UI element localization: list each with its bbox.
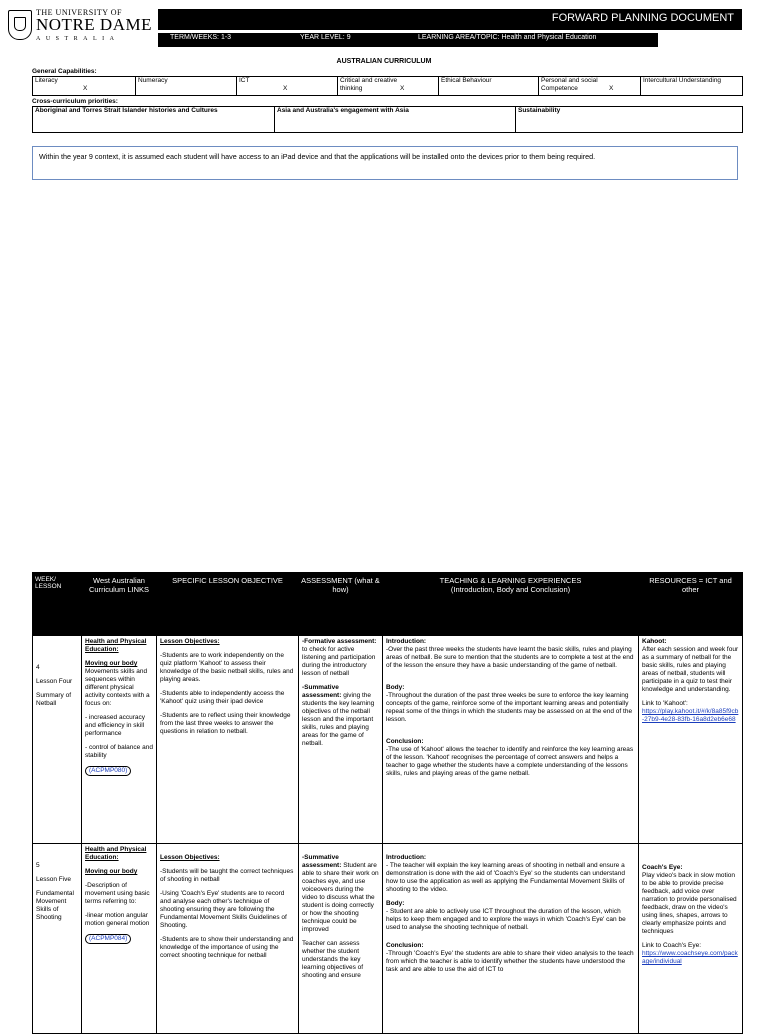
coachseye-link[interactable]: https://www.coachseye.com/package/individual (642, 950, 738, 965)
capability-literacy: Literacy X (33, 77, 136, 96)
priority-asia: Asia and Australia's engagement with Asia (275, 107, 516, 133)
header-objective: SPECIFIC LESSON OBJECTIVE (157, 573, 299, 636)
crest-icon (8, 10, 32, 40)
logo-line-2: NOTRE DAME (36, 15, 152, 34)
logo-line-1: THE UNIVERSITY OF (36, 8, 122, 17)
general-capabilities-label: General Capabilities: (32, 68, 97, 75)
capability-intercultural: Intercultural Understanding (641, 77, 743, 96)
header-teaching: TEACHING & LEARNING EXPERIENCES (Introduction, Body and Conclusion) (383, 573, 639, 636)
objective-cell: Lesson Objectives: -Students will be taught the correct techniques of shooting in netball -Using 'Coach's Eye' students are to record and analyse each other's technique of shooting ensuring they are following the Fundamental Movement Skills Guidelines of Shooting. -Students are to show their understanding and knowledge of the importance of using the correct shooting technique for netball (157, 844, 299, 1034)
capability-ict: ICT X (237, 77, 338, 96)
assessment-cell: -Summative assessment: Student are able to share their work on coaches eye, and use voiceovers during the video to discuss what the student is doing correctly or how the shooting technique could be improved Teacher can assess whether the student understands the key learning objectives of shooting and ensure (299, 844, 383, 1034)
header-assessment: ASSESSMENT (what & how) (299, 573, 383, 636)
teaching-cell: Introduction: - The teacher will explain the key learning areas of shooting in netball and ensure a demonstration is done with the aid of 'Coach's Eye' so the students can understand how to use the application as well as applying the Fundamental Movement Skills of shooting to the video. Body: - Student are able to actively use ICT throughout the duration of the lesson, which helps to keep them engaged and to explore the ways in which 'Coach's Eye' can be used to analyse the shooting technique of netball. Conclusion: -Through 'Coach's Eye' the students are able to share their video analysis to the teach from which the teacher is able to identify whether the students have understood the task and are able to use the aid of ICT to (383, 844, 639, 1034)
table-row (33, 636, 743, 844)
document-title: FORWARD PLANNING DOCUMENT (551, 12, 734, 24)
term-weeks: TERM/WEEKS: 1-3 (170, 34, 232, 41)
learning-area: LEARNING AREA/TOPIC: Health and Physical Education (418, 34, 597, 41)
capability-ethical-behaviour: Ethical Behaviour (439, 77, 539, 96)
priority-aboriginal: Aboriginal and Torres Strait Islander histories and Cultures (33, 107, 275, 133)
resources-cell: Kahoot: After each session and week four as a summary of netball for the basic skills, rules and playing areas of netball, students will participate in a quiz to test their knowledge and understanding. Link to 'Kahoot': https://play.kahoot.it/#/k/8a85f9cb-27b9-4e28-83fb-16a8d2eb6e68 (639, 636, 743, 844)
info-bar (158, 33, 658, 47)
week-cell: 4 Lesson Four Summary of Netball (33, 636, 82, 844)
context-note: Within the year 9 context, it is assumed each student will have access to an iPad device and that the applications will be installed onto the devices prior to them being required. (32, 146, 738, 180)
curriculum-code: (ACPMP084) (85, 934, 131, 944)
links-cell: Health and Physical Education: Moving our body Movements skills and sequences within different physical activity contexts with a focus on: - increased accuracy and efficiency in skill performance - control of balance and stability (ACPMP080) (82, 636, 157, 844)
capability-personal-social: Personal and social Competence X (539, 77, 641, 96)
header-resources: RESOURCES = ICT and other (639, 573, 743, 636)
title-banner (158, 9, 742, 30)
logo-line-3: AUSTRALIA (36, 36, 120, 42)
capability-critical-thinking: Critical and creative thinking X (338, 77, 439, 96)
header-week: WEEK/ LESSON (33, 573, 82, 636)
kahoot-link[interactable]: https://play.kahoot.it/#/k/8a85f9cb-27b9-4e28-83fb-16a8d2eb6e68 (642, 708, 739, 723)
curriculum-code: (ACPMP080) (85, 766, 131, 776)
cross-curriculum-label: Cross-curriculum priorities: (32, 98, 118, 105)
priorities-table (32, 106, 743, 133)
links-cell: Health and Physical Education: Moving our body -Description of movement using basic terms referring to: -linear motion angular motion general motion (ACPMP084) (82, 844, 157, 1034)
resources-cell: Coach's Eye: Play video's back in slow motion to be able to provide precise feedback, add voice over narration to provide personalised feedback, draw on the video's using lines, shapes, arrows to clearly emphasize points and techniques Link to Coach's Eye: https://www.coachseye.com/package/individual (639, 844, 743, 1034)
capabilities-table (32, 76, 743, 96)
week-cell: 5 Lesson Five Fundamental Movement Skills of Shooting (33, 844, 82, 1034)
table-header-row (33, 573, 743, 636)
priority-sustainability: Sustainability (516, 107, 743, 133)
capability-numeracy: Numeracy (136, 77, 237, 96)
header-links: West Australian Curriculum LINKS (82, 573, 157, 636)
objective-cell: Lesson Objectives: -Students are to work independently on the quiz platform 'Kahoot' to assess their knowledge of the basic netball skills, rules and playing areas. -Students able to independently access the 'Kahoot' quiz using their ipad device -Students are to reflect using their knowledge from the last three weeks to answer the questions in relation to netball. (157, 636, 299, 844)
table-row (33, 844, 743, 1034)
assessment-cell: -Formative assessment: to check for active listening and participation during the introductory lesson of netball -Summative assessment: giving the students the key learning objectives of the netball lesson and the important skills, rules and playing areas for the game of netball. (299, 636, 383, 844)
year-level: YEAR LEVEL: 9 (300, 34, 351, 41)
lesson-plan-table (32, 572, 743, 1034)
teaching-cell: Introduction: -Over the past three weeks the students have learnt the basic skills, rules and playing areas of netball. Be sure to mention that the students are to complete a test at the end of the lesson the ensure they have a basic understanding of the game of netball. Body: -Throughout the duration of the past three weeks be sure to enforce the key learning concepts of the game, reinforce some of the important learning areas and potentially repeat some of the things in which the students may be assessed on at the end of the lesson. Conclusion: -The use of 'Kahoot' allows the teacher to identify and reinforce the key learning areas of the lesson. 'Kahoot' recognises the percentage of correct answers and helps a teacher to gage whether the students have a complete understanding of the lessons skills, rules and playing areas of the game netball. (383, 636, 639, 844)
curriculum-title: AUSTRALIAN CURRICULUM (336, 58, 432, 65)
